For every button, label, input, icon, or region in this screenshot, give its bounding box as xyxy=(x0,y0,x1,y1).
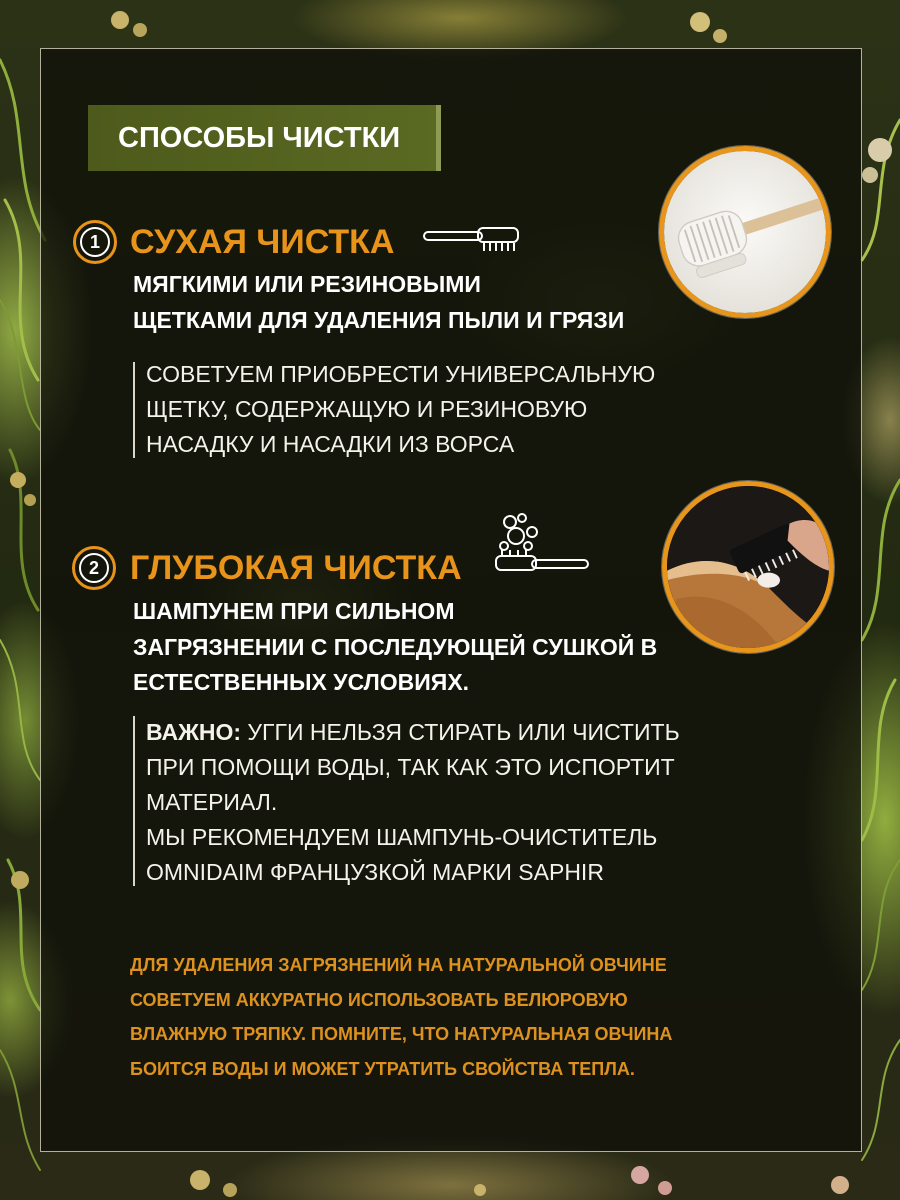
sheepskin-care-note xyxy=(130,948,672,1086)
brush-photo xyxy=(659,146,831,318)
dry-cleaning-heading: СУХАЯ ЧИСТКА xyxy=(130,223,395,261)
subtitle-line: ЕСТЕСТВЕННЫХ УСЛОВИЯХ. xyxy=(133,669,470,695)
left-greenery xyxy=(0,60,45,1170)
note-line: СОВЕТУЕМ ПРИОБРЕСТИ УНИВЕРСАЛЬНУЮ xyxy=(146,361,656,387)
deep-cleaning-subtitle xyxy=(133,594,657,701)
deep-cleaning-heading: ГЛУБОКАЯ ЧИСТКА xyxy=(130,549,462,587)
right-greenery xyxy=(862,120,900,1160)
note-line: НАСАДКУ И НАСАДКИ ИЗ ВОРСА xyxy=(146,431,515,457)
note-line: МЫ РЕКОМЕНДУЕМ ШАМПУНЬ-ОЧИСТИТЕЛЬ xyxy=(146,824,658,850)
important-label: ВАЖНО: xyxy=(146,719,242,745)
brush-icon xyxy=(422,226,522,256)
note-divider xyxy=(133,362,135,458)
note-divider xyxy=(133,716,135,886)
bottom-note-line: БОИТСЯ ВОДЫ И МОЖЕТ УТРАТИТЬ СВОЙСТВА ТЕПЛА. xyxy=(130,1058,635,1079)
note-line: ЩЕТКУ, СОДЕРЖАЩУЮ И РЕЗИНОВУЮ xyxy=(146,396,588,422)
brush-bubbles-icon xyxy=(490,512,590,582)
note-line xyxy=(146,715,680,750)
note-line: ПРИ ПОМОЩИ ВОДЫ, ТАК КАК ЭТО ИСПОРТИТ xyxy=(146,754,675,780)
note-text: УГГИ НЕЛЬЗЯ СТИРАТЬ ИЛИ ЧИСТИТЬ xyxy=(241,719,680,745)
note-line: МАТЕРИАЛ. xyxy=(146,789,278,815)
title-banner-edge xyxy=(436,105,441,171)
page-title: СПОСОБЫ ЧИСТКИ xyxy=(118,122,401,154)
subtitle-line: ЩЕТКАМИ ДЛЯ УДАЛЕНИЯ ПЫЛИ И ГРЯЗИ xyxy=(133,306,625,333)
subtitle-line: МЯГКИМИ ИЛИ РЕЗИНОВЫМИ xyxy=(133,271,481,297)
note-line: OMNIDAIM ФРАНЦУЗКОЙ МАРКИ SAPHIR xyxy=(146,859,604,885)
boot-photo xyxy=(662,481,834,653)
bottom-note-line: ВЛАЖНУЮ ТРЯПКУ. ПОМНИТЕ, ЧТО НАТУРАЛЬНАЯ ОВЧИНА xyxy=(130,1024,673,1044)
dry-cleaning-note xyxy=(146,357,655,462)
step-number-2: 2 xyxy=(79,553,109,583)
bottom-note-line: ДЛЯ УДАЛЕНИЯ ЗАГРЯЗНЕНИЙ НА НАТУРАЛЬНОЙ ОВЧИНЕ xyxy=(130,955,667,975)
deep-cleaning-note xyxy=(146,715,680,890)
step-badge-2 xyxy=(72,546,116,590)
bottom-note-line: СОВЕТУЕМ АККУРАТНО ИСПОЛЬЗОВАТЬ ВЕЛЮРОВУЮ xyxy=(130,989,628,1010)
step-number-1: 1 xyxy=(80,227,110,257)
subtitle-line: ЗАГРЯЗНЕНИИ С ПОСЛЕДУЮЩЕЙ СУШКОЙ В xyxy=(133,633,658,660)
dry-cleaning-subtitle xyxy=(133,267,624,338)
title-banner xyxy=(88,105,440,171)
subtitle-line: ШАМПУНЕМ ПРИ СИЛЬНОМ xyxy=(133,598,455,624)
step-badge-1 xyxy=(73,220,117,264)
